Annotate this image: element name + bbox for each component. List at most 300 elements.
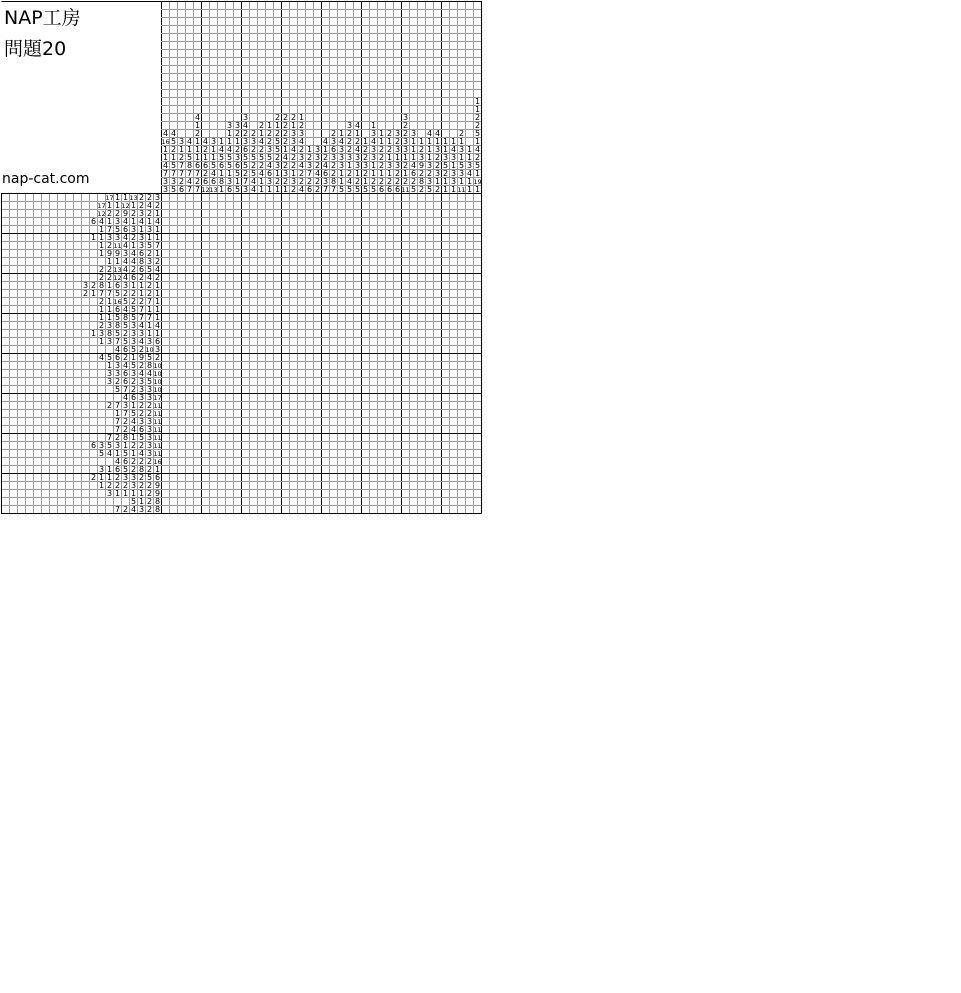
puzzle-cell[interactable] [450,426,457,433]
puzzle-cell[interactable] [426,354,433,361]
puzzle-cell[interactable] [370,194,377,201]
puzzle-cell[interactable] [234,218,241,225]
puzzle-cell[interactable] [314,202,321,209]
puzzle-cell[interactable] [306,234,313,241]
puzzle-cell[interactable] [218,490,225,497]
puzzle-cell[interactable] [378,378,385,385]
puzzle-cell[interactable] [370,482,377,489]
puzzle-cell[interactable] [338,490,345,497]
puzzle-cell[interactable] [346,434,353,441]
puzzle-cell[interactable] [250,234,257,241]
puzzle-cell[interactable] [290,394,297,401]
puzzle-cell[interactable] [474,314,481,321]
puzzle-cell[interactable] [218,218,225,225]
puzzle-cell[interactable] [410,410,417,417]
puzzle-cell[interactable] [218,402,225,409]
puzzle-cell[interactable] [458,362,465,369]
puzzle-cell[interactable] [282,386,289,393]
puzzle-cell[interactable] [458,466,465,473]
puzzle-cell[interactable] [250,506,257,513]
puzzle-cell[interactable] [234,442,241,449]
puzzle-cell[interactable] [394,314,401,321]
puzzle-cell[interactable] [226,194,233,201]
puzzle-cell[interactable] [474,370,481,377]
puzzle-cell[interactable] [434,250,441,257]
puzzle-cell[interactable] [338,290,345,297]
puzzle-cell[interactable] [442,314,449,321]
puzzle-cell[interactable] [202,442,209,449]
puzzle-cell[interactable] [234,362,241,369]
puzzle-cell[interactable] [434,410,441,417]
puzzle-cell[interactable] [314,346,321,353]
puzzle-cell[interactable] [170,234,177,241]
puzzle-cell[interactable] [178,202,185,209]
puzzle-cell[interactable] [298,482,305,489]
puzzle-cell[interactable] [218,442,225,449]
puzzle-cell[interactable] [426,322,433,329]
puzzle-cell[interactable] [370,354,377,361]
puzzle-cell[interactable] [250,282,257,289]
puzzle-cell[interactable] [194,418,201,425]
puzzle-cell[interactable] [170,458,177,465]
puzzle-cell[interactable] [298,362,305,369]
puzzle-cell[interactable] [378,450,385,457]
puzzle-cell[interactable] [298,490,305,497]
puzzle-cell[interactable] [322,226,329,233]
puzzle-cell[interactable] [410,378,417,385]
puzzle-cell[interactable] [418,282,425,289]
puzzle-cell[interactable] [322,402,329,409]
puzzle-cell[interactable] [274,458,281,465]
puzzle-cell[interactable] [346,234,353,241]
puzzle-cell[interactable] [162,226,169,233]
puzzle-cell[interactable] [330,418,337,425]
puzzle-cell[interactable] [322,242,329,249]
puzzle-cell[interactable] [178,450,185,457]
puzzle-cell[interactable] [226,434,233,441]
puzzle-cell[interactable] [474,362,481,369]
puzzle-cell[interactable] [170,490,177,497]
puzzle-cell[interactable] [290,498,297,505]
puzzle-cell[interactable] [170,314,177,321]
puzzle-cell[interactable] [306,282,313,289]
puzzle-cell[interactable] [298,274,305,281]
puzzle-cell[interactable] [450,434,457,441]
puzzle-cell[interactable] [258,482,265,489]
puzzle-cell[interactable] [322,386,329,393]
puzzle-cell[interactable] [242,482,249,489]
puzzle-cell[interactable] [346,354,353,361]
puzzle-cell[interactable] [226,402,233,409]
puzzle-cell[interactable] [218,234,225,241]
puzzle-cell[interactable] [402,202,409,209]
puzzle-cell[interactable] [338,226,345,233]
puzzle-cell[interactable] [266,394,273,401]
puzzle-cell[interactable] [202,474,209,481]
puzzle-cell[interactable] [178,250,185,257]
puzzle-cell[interactable] [186,274,193,281]
puzzle-cell[interactable] [170,282,177,289]
puzzle-cell[interactable] [410,434,417,441]
puzzle-cell[interactable] [170,482,177,489]
puzzle-cell[interactable] [250,330,257,337]
puzzle-cell[interactable] [258,418,265,425]
puzzle-cell[interactable] [234,314,241,321]
puzzle-cell[interactable] [314,386,321,393]
puzzle-cell[interactable] [346,258,353,265]
puzzle-cell[interactable] [322,338,329,345]
puzzle-cell[interactable] [266,266,273,273]
puzzle-cell[interactable] [210,290,217,297]
puzzle-cell[interactable] [298,282,305,289]
puzzle-cell[interactable] [266,482,273,489]
puzzle-cell[interactable] [386,226,393,233]
puzzle-cell[interactable] [170,346,177,353]
puzzle-cell[interactable] [274,226,281,233]
puzzle-cell[interactable] [474,426,481,433]
puzzle-cell[interactable] [386,474,393,481]
puzzle-cell[interactable] [410,474,417,481]
puzzle-cell[interactable] [354,378,361,385]
puzzle-cell[interactable] [210,490,217,497]
puzzle-cell[interactable] [290,442,297,449]
site-url[interactable]: nap-cat.com [2,171,90,187]
puzzle-cell[interactable] [426,314,433,321]
puzzle-cell[interactable] [218,306,225,313]
puzzle-cell[interactable] [234,354,241,361]
puzzle-cell[interactable] [162,282,169,289]
puzzle-cell[interactable] [178,338,185,345]
puzzle-cell[interactable] [250,250,257,257]
puzzle-cell[interactable] [266,474,273,481]
puzzle-cell[interactable] [202,330,209,337]
puzzle-cell[interactable] [426,274,433,281]
puzzle-cell[interactable] [234,306,241,313]
puzzle-cell[interactable] [186,338,193,345]
puzzle-cell[interactable] [162,410,169,417]
puzzle-cell[interactable] [418,210,425,217]
puzzle-cell[interactable] [418,474,425,481]
puzzle-cell[interactable] [434,506,441,513]
puzzle-cell[interactable] [346,402,353,409]
puzzle-cell[interactable] [274,354,281,361]
puzzle-cell[interactable] [194,482,201,489]
puzzle-cell[interactable] [314,458,321,465]
puzzle-cell[interactable] [314,426,321,433]
puzzle-cell[interactable] [338,474,345,481]
puzzle-cell[interactable] [242,474,249,481]
puzzle-cell[interactable] [370,242,377,249]
puzzle-cell[interactable] [250,498,257,505]
puzzle-cell[interactable] [466,506,473,513]
puzzle-cell[interactable] [450,202,457,209]
puzzle-cell[interactable] [354,242,361,249]
puzzle-cell[interactable] [362,274,369,281]
puzzle-cell[interactable] [434,338,441,345]
puzzle-cell[interactable] [330,442,337,449]
puzzle-cell[interactable] [314,338,321,345]
puzzle-cell[interactable] [170,338,177,345]
puzzle-cell[interactable] [178,354,185,361]
puzzle-cell[interactable] [338,418,345,425]
puzzle-cell[interactable] [378,354,385,361]
puzzle-cell[interactable] [354,458,361,465]
puzzle-cell[interactable] [362,210,369,217]
puzzle-cell[interactable] [250,450,257,457]
puzzle-cell[interactable] [402,394,409,401]
puzzle-cell[interactable] [242,314,249,321]
puzzle-cell[interactable] [466,346,473,353]
puzzle-cell[interactable] [242,354,249,361]
puzzle-cell[interactable] [466,314,473,321]
puzzle-cell[interactable] [346,202,353,209]
puzzle-cell[interactable] [282,466,289,473]
puzzle-cell[interactable] [418,290,425,297]
puzzle-cell[interactable] [162,330,169,337]
puzzle-cell[interactable] [314,490,321,497]
puzzle-cell[interactable] [418,466,425,473]
puzzle-cell[interactable] [306,330,313,337]
puzzle-cell[interactable] [210,250,217,257]
puzzle-cell[interactable] [226,282,233,289]
puzzle-cell[interactable] [370,226,377,233]
puzzle-cell[interactable] [314,274,321,281]
puzzle-cell[interactable] [362,218,369,225]
puzzle-cell[interactable] [386,402,393,409]
puzzle-cell[interactable] [290,354,297,361]
puzzle-cell[interactable] [250,418,257,425]
puzzle-cell[interactable] [314,314,321,321]
puzzle-cell[interactable] [354,426,361,433]
puzzle-cell[interactable] [162,306,169,313]
puzzle-cell[interactable] [258,490,265,497]
puzzle-cell[interactable] [442,378,449,385]
puzzle-cell[interactable] [226,474,233,481]
puzzle-cell[interactable] [178,442,185,449]
puzzle-cell[interactable] [378,338,385,345]
puzzle-cell[interactable] [242,250,249,257]
puzzle-cell[interactable] [330,490,337,497]
puzzle-cell[interactable] [322,234,329,241]
puzzle-cell[interactable] [322,506,329,513]
puzzle-cell[interactable] [194,354,201,361]
puzzle-cell[interactable] [186,490,193,497]
puzzle-cell[interactable] [362,410,369,417]
puzzle-cell[interactable] [354,322,361,329]
puzzle-cell[interactable] [474,250,481,257]
puzzle-cell[interactable] [458,338,465,345]
puzzle-cell[interactable] [394,498,401,505]
puzzle-cell[interactable] [202,402,209,409]
puzzle-cell[interactable] [338,218,345,225]
puzzle-cell[interactable] [402,450,409,457]
puzzle-cell[interactable] [362,370,369,377]
puzzle-cell[interactable] [378,346,385,353]
puzzle-cell[interactable] [226,370,233,377]
puzzle-cell[interactable] [258,274,265,281]
puzzle-cell[interactable] [234,242,241,249]
puzzle-cell[interactable] [218,346,225,353]
puzzle-cell[interactable] [362,458,369,465]
puzzle-cell[interactable] [314,322,321,329]
puzzle-cell[interactable] [266,306,273,313]
puzzle-cell[interactable] [466,458,473,465]
puzzle-cell[interactable] [370,474,377,481]
puzzle-cell[interactable] [170,242,177,249]
puzzle-cell[interactable] [266,250,273,257]
puzzle-cell[interactable] [354,194,361,201]
puzzle-cell[interactable] [186,498,193,505]
puzzle-cell[interactable] [466,370,473,377]
puzzle-cell[interactable] [250,370,257,377]
puzzle-cell[interactable] [194,210,201,217]
puzzle-cell[interactable] [394,338,401,345]
puzzle-cell[interactable] [258,218,265,225]
puzzle-cell[interactable] [394,362,401,369]
puzzle-cell[interactable] [346,290,353,297]
puzzle-cell[interactable] [162,418,169,425]
puzzle-cell[interactable] [370,442,377,449]
puzzle-cell[interactable] [242,370,249,377]
puzzle-cell[interactable] [474,306,481,313]
puzzle-cell[interactable] [386,234,393,241]
puzzle-cell[interactable] [314,218,321,225]
puzzle-cell[interactable] [386,338,393,345]
puzzle-cell[interactable] [162,298,169,305]
puzzle-cell[interactable] [410,338,417,345]
puzzle-cell[interactable] [306,402,313,409]
puzzle-cell[interactable] [402,226,409,233]
puzzle-cell[interactable] [250,242,257,249]
puzzle-cell[interactable] [282,370,289,377]
puzzle-cell[interactable] [202,266,209,273]
puzzle-cell[interactable] [298,434,305,441]
puzzle-cell[interactable] [170,218,177,225]
puzzle-cell[interactable] [258,226,265,233]
puzzle-cell[interactable] [194,218,201,225]
puzzle-cell[interactable] [162,362,169,369]
puzzle-cell[interactable] [426,378,433,385]
puzzle-cell[interactable] [178,322,185,329]
puzzle-cell[interactable] [234,386,241,393]
puzzle-cell[interactable] [274,242,281,249]
puzzle-cell[interactable] [418,434,425,441]
puzzle-cell[interactable] [250,338,257,345]
puzzle-cell[interactable] [354,418,361,425]
puzzle-cell[interactable] [242,290,249,297]
puzzle-cell[interactable] [258,498,265,505]
puzzle-cell[interactable] [298,370,305,377]
puzzle-cell[interactable] [354,482,361,489]
puzzle-cell[interactable] [210,314,217,321]
puzzle-cell[interactable] [282,306,289,313]
puzzle-cell[interactable] [194,498,201,505]
puzzle-cell[interactable] [162,354,169,361]
puzzle-cell[interactable] [218,266,225,273]
puzzle-cell[interactable] [226,362,233,369]
puzzle-cell[interactable] [242,450,249,457]
puzzle-cell[interactable] [194,202,201,209]
puzzle-cell[interactable] [282,290,289,297]
puzzle-cell[interactable] [266,202,273,209]
puzzle-cell[interactable] [266,466,273,473]
puzzle-cell[interactable] [474,338,481,345]
puzzle-cell[interactable] [330,298,337,305]
puzzle-cell[interactable] [210,442,217,449]
puzzle-cell[interactable] [234,434,241,441]
puzzle-cell[interactable] [458,474,465,481]
puzzle-cell[interactable] [282,322,289,329]
puzzle-cell[interactable] [338,394,345,401]
puzzle-cell[interactable] [218,194,225,201]
puzzle-cell[interactable] [394,242,401,249]
puzzle-cell[interactable] [306,306,313,313]
puzzle-cell[interactable] [442,226,449,233]
puzzle-cell[interactable] [306,194,313,201]
puzzle-cell[interactable] [202,378,209,385]
puzzle-cell[interactable] [282,298,289,305]
puzzle-cell[interactable] [290,226,297,233]
puzzle-cell[interactable] [354,442,361,449]
puzzle-cell[interactable] [346,250,353,257]
puzzle-cell[interactable] [346,306,353,313]
puzzle-cell[interactable] [178,378,185,385]
puzzle-cell[interactable] [322,346,329,353]
puzzle-cell[interactable] [418,490,425,497]
puzzle-cell[interactable] [474,506,481,513]
puzzle-cell[interactable] [466,322,473,329]
puzzle-cell[interactable] [330,258,337,265]
puzzle-cell[interactable] [314,250,321,257]
puzzle-cell[interactable] [282,490,289,497]
puzzle-cell[interactable] [306,418,313,425]
puzzle-cell[interactable] [322,322,329,329]
puzzle-cell[interactable] [402,418,409,425]
puzzle-cell[interactable] [322,458,329,465]
puzzle-cell[interactable] [290,490,297,497]
puzzle-cell[interactable] [210,466,217,473]
puzzle-cell[interactable] [394,282,401,289]
puzzle-cell[interactable] [338,234,345,241]
puzzle-cell[interactable] [250,226,257,233]
puzzle-cell[interactable] [178,386,185,393]
puzzle-cell[interactable] [194,266,201,273]
puzzle-cell[interactable] [378,490,385,497]
puzzle-cell[interactable] [186,370,193,377]
puzzle-cell[interactable] [258,306,265,313]
puzzle-cell[interactable] [322,306,329,313]
puzzle-cell[interactable] [218,466,225,473]
puzzle-cell[interactable] [298,458,305,465]
puzzle-cell[interactable] [282,194,289,201]
puzzle-cell[interactable] [274,210,281,217]
puzzle-cell[interactable] [298,314,305,321]
puzzle-cell[interactable] [362,402,369,409]
puzzle-cell[interactable] [418,442,425,449]
puzzle-cell[interactable] [274,250,281,257]
puzzle-cell[interactable] [258,466,265,473]
puzzle-cell[interactable] [362,298,369,305]
puzzle-cell[interactable] [402,474,409,481]
puzzle-cell[interactable] [162,210,169,217]
puzzle-cell[interactable] [362,466,369,473]
puzzle-cell[interactable] [450,354,457,361]
puzzle-cell[interactable] [250,434,257,441]
puzzle-cell[interactable] [394,330,401,337]
puzzle-cell[interactable] [282,338,289,345]
puzzle-cell[interactable] [362,290,369,297]
puzzle-cell[interactable] [306,458,313,465]
